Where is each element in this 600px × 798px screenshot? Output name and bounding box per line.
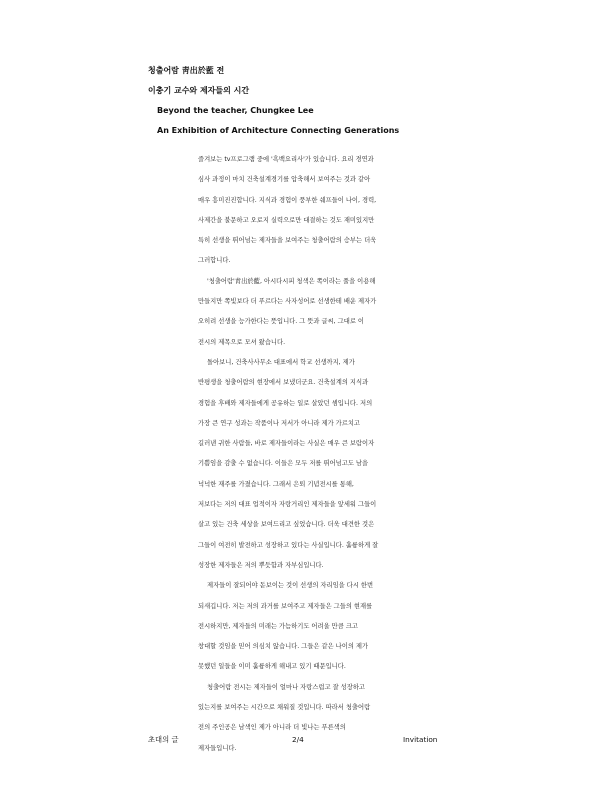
body-line: 경험을 후배와 제자들에게 공유하는 일로 살았던 셈입니다. 저의 xyxy=(198,399,373,407)
body-line: 그러합니다. xyxy=(198,257,231,265)
body-line: 넉넉한 재주를 가졌습니다. 그래서 은퇴 기념전시를 통해, xyxy=(198,480,354,488)
invitation-body xyxy=(198,152,434,761)
body-line: 그들이 여전히 발전하고 성장하고 있다는 사실입니다. 훌륭하게 잘 xyxy=(198,541,379,549)
body-line: 청출어람 전시는 제자들이 얼마나 자랑스럽고 잘 성장하고 xyxy=(207,683,365,691)
body-line: 즐겨보는 tv프로그램 중에 '흑백요리사'가 있습니다. 요리 경연과 xyxy=(198,156,374,163)
body-line: 되새깁니다. 저는 저의 과거를 보여주고 제자들은 그들의 현재를 xyxy=(198,602,373,610)
body-line: 만들지만 쪽빛보다 더 푸르다는 사자성어로 선생한테 배운 제자가 xyxy=(198,298,377,306)
title-korean: 청출어람 靑出於藍 전 xyxy=(148,66,225,75)
body-line: 성장한 제자들은 저의 뿌듯함과 자부심입니다. xyxy=(198,561,324,569)
body-line: 전의 주인공은 남색인 제가 아니라 더 빛나는 푸른색의 xyxy=(198,724,346,732)
body-line: 오히려 선생을 능가한다는 뜻입니다. 그 뜻과 글씨, 그대로 이 xyxy=(198,318,365,326)
body-line: 못했던 일들을 이미 훌륭하게 해내고 있기 때문입니다. xyxy=(198,663,346,671)
body-line: '청출어람'靑出於藍, 아시다시피 청색은 쪽이라는 풀을 이용해 xyxy=(207,277,376,285)
body-paragraph xyxy=(198,680,434,761)
body-line: 저보다는 저의 대표 업적이자 자랑거리인 제자들을 앞세워 그들이 xyxy=(198,501,377,509)
body-line: 살고 있는 건축 세상을 보여드리고 싶었습니다. 더욱 대견한 것은 xyxy=(198,521,375,529)
body-paragraph xyxy=(198,578,434,679)
body-line: 기쁨임을 감출 수 없습니다. 이들은 모두 저를 뛰어넘고도 남을 xyxy=(198,460,369,468)
body-paragraph xyxy=(198,355,434,578)
subtitle-english: An Exhibition of Architecture Connecting Generations xyxy=(157,126,400,135)
footer-section-label: 초대의 글 xyxy=(148,735,179,744)
body-line: 돌아보니, 건축사사무소 대표에서 학교 선생까지, 제가 xyxy=(207,358,355,366)
body-line: 제자들이 잘되어야 돋보이는 것이 선생의 자리임을 다시 한번 xyxy=(207,582,374,590)
body-line: 심사 과정이 마치 건축설계경기를 압축해서 보여주는 것과 같아 xyxy=(198,176,371,184)
footer-section-label-english: Invitation xyxy=(403,735,438,744)
title-english: Beyond the teacher, Chungkee Lee xyxy=(157,106,314,115)
subtitle-korean: 이충기 교수와 제자들의 시간 xyxy=(148,86,250,95)
body-line: 있는지를 보여주는 시간으로 채워질 것입니다. 따라서 청출어람 xyxy=(198,704,371,712)
body-paragraph xyxy=(198,274,434,355)
body-line: 가장 큰 연구 성과는 작품이나 저서가 아니라 제가 가르치고 xyxy=(198,419,360,427)
page-number: 2/4 xyxy=(292,735,304,744)
body-line: 길러낸 귀한 사람들, 바로 제자들이라는 사실은 매우 큰 보람이자 xyxy=(198,440,375,448)
body-line: 사제간을 불문하고 오로지 실력으로만 대결하는 것도 재미있지만 xyxy=(198,216,375,224)
body-line: 반평생을 청출어람의 현장에서 보냈더군요. 건축설계의 지식과 xyxy=(198,379,369,387)
body-line: 창대할 것임을 믿어 의심치 않습니다. 그들은 같은 나이의 제가 xyxy=(198,643,369,651)
body-line: 제자들입니다. xyxy=(198,744,237,752)
body-paragraph xyxy=(198,152,434,274)
body-line: 매우 흥미진진합니다. 지식과 경험이 풍부한 쉐프들이 나이, 경력, xyxy=(198,196,377,204)
body-line: 특히 선생을 뛰어넘는 제자들을 보여주는 청출어람의 승부는 더욱 xyxy=(198,237,377,245)
body-line: 전시하지만, 제자들의 미래는 가늠하기도 어려울 만큼 크고 xyxy=(198,622,358,630)
body-line: 전시의 제목으로 모셔 왔습니다. xyxy=(198,338,286,346)
title-block xyxy=(148,64,399,144)
